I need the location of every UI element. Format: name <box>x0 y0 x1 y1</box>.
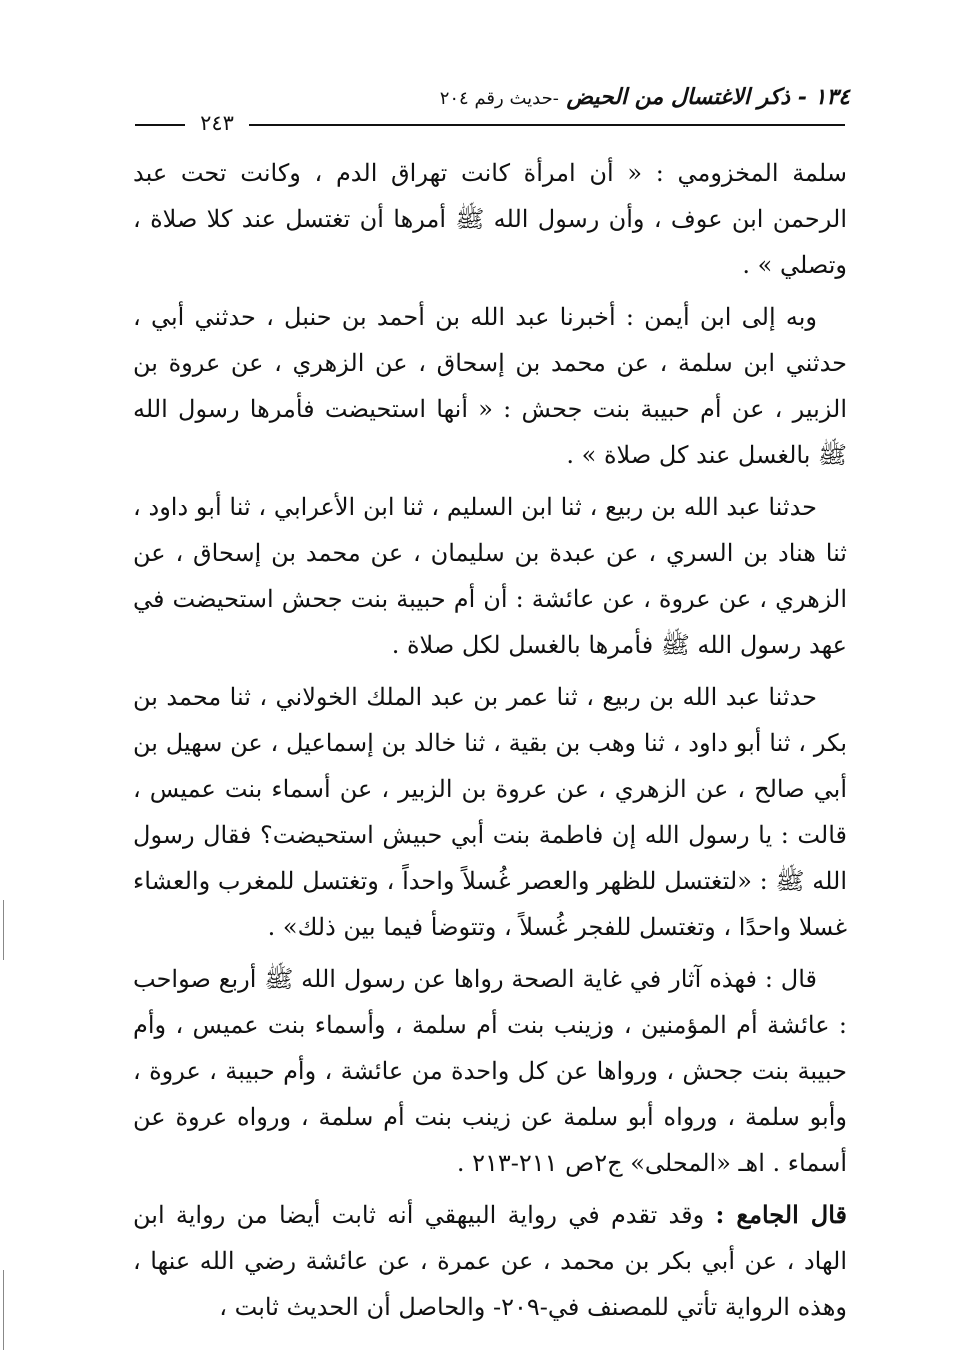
paragraph-5 <box>133 956 847 1186</box>
compiler-note-label: قال الجامع : <box>715 1200 847 1229</box>
scan-edge-mark-lower <box>3 1270 4 1350</box>
paragraph-3-text: حدثنا عبد الله بن ربيع ، ثنا ابن السليم ، ثنا ابن الأعرابي ، ثنا أبو داود ، ثنا هناد بن السري ، عن عبدة بن سليمان ، عن محمد بن إسحاق ، عن الزهري ، عن عروة ، عن عائشة : أن أم حبيبة بنت جحش استحيضت في عهد رسول الله ﷺ فأمرها بالغسل لكل صلاة . <box>133 493 847 659</box>
body-text <box>133 150 847 1336</box>
header-title <box>440 84 850 110</box>
page-number: ٢٤٣ <box>185 110 249 136</box>
paragraph-2-text: وبه إلى ابن أيمن : أخبرنا عبد الله بن أحمد بن حنبل ، حدثني أبي ، حدثني ابن سلمة ، عن محمد بن إسحاق ، عن الزهري ، عن عروة بن الزبير ، عن أم حبيبة بنت جحش : « أنها استحيضت فأمرها رسول الله ﷺ بالغسل عند كل صلاة » . <box>133 303 847 469</box>
hadith-number: -حديث رقم ٢٠٤ <box>439 88 559 109</box>
paragraph-5-text: قال : فهذه آثار في غاية الصحة رواها عن رسول الله ﷺ أربع صواحب : عائشة أم المؤمنين ، وزينب بنت أم سلمة ، وأسماء بنت عميس ، وأم حبيبة بنت جحش ، ورواها عن كل واحدة من عائشة ، وأم حبيبة ، عروة ، وأبو سلمة ، ورواه أبو سلمة عن زينب بنت أم سلمة ، ورواه عروة عن أسماء . اهـ «المحلى» ج٢ص ٢١١-٢١٣ . <box>133 965 847 1177</box>
paragraph-4-text: حدثنا عبد الله بن ربيع ، ثنا عمر بن عبد الملك الخولاني ، ثنا محمد بن بكر ، ثنا أبو داود ، ثنا وهب بن بقية ، ثنا خالد بن إسماعيل ، عن سهيل بن أبي صالح ، عن الزهري ، عن عروة بن الزبير ، عن أسماء بنت عميس ، قالت : يا رسول الله إن فاطمة بنت أبي حبيش استحيضت؟ فقال رسول الله ﷺ : «لتغتسل للظهر والعصر غُسلاً واحداً ، وتغتسل للمغرب والعشاء غسلا واحدًا ، وتغتسل للفجر غُسلاً ، وتتوضأ فيما بين ذلك» . <box>133 683 847 941</box>
paragraph-6 <box>133 1192 847 1330</box>
paragraph-2 <box>133 294 847 478</box>
scan-edge-mark <box>3 900 4 960</box>
paragraph-1-text: سلمة المخزومي : « أن امرأة كانت تهراق الدم ، وكانت تحت عبد الرحمن ابن عوف ، وأن رسول الله ﷺ أمرها أن تغتسل عند كلا صلاة ، وتصلي » . <box>133 159 847 279</box>
paragraph-4 <box>133 674 847 950</box>
chapter-title: ١٣٤ - ذكر الاغتسال من الحيض <box>566 84 850 110</box>
paragraph-1 <box>133 150 847 288</box>
paragraph-3 <box>133 484 847 668</box>
paragraph-6-text: وقد تقدم في رواية البيهقي أنه ثابت أيضا من رواية ابن الهاد ، عن أبي بكر بن محمد ، عن عمرة ، عن عائشة رضي الله عنها ، وهذه الرواية تأتي للمصنف في-٢٠٩- والحاصل أن الحديث ثابت ، <box>133 1201 847 1321</box>
